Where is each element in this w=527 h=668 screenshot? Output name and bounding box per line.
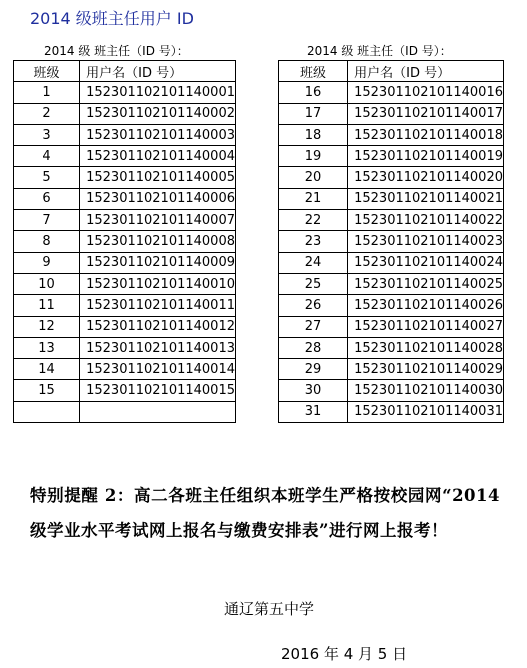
table-row: [279, 337, 504, 358]
user-id-cell: 152301102101140016: [348, 82, 504, 103]
class-number-cell: 6: [14, 188, 80, 209]
class-number-cell: 10: [14, 273, 80, 294]
user-id-cell: 152301102101140005: [80, 167, 236, 188]
table-row: [279, 295, 504, 316]
header-username: 用户名（ID 号）: [348, 61, 504, 82]
class-number-cell: 22: [279, 210, 348, 231]
class-number-cell: 21: [279, 188, 348, 209]
class-number-cell: 5: [14, 167, 80, 188]
class-number-cell: 11: [14, 295, 80, 316]
table-row: [279, 210, 504, 231]
class-number-cell: 29: [279, 359, 348, 380]
class-number-cell: 4: [14, 146, 80, 167]
user-id-cell: 152301102101140020: [348, 167, 504, 188]
header-class: 班级: [279, 61, 348, 82]
header-username: 用户名（ID 号）: [80, 61, 236, 82]
page-title: 2014 级班主任用户 ID: [30, 9, 194, 28]
class-number-cell: 2: [14, 103, 80, 124]
header-class: 班级: [14, 61, 80, 82]
user-id-cell: 152301102101140024: [348, 252, 504, 273]
user-id-cell: 152301102101140009: [80, 252, 236, 273]
right-id-table: [278, 60, 504, 423]
table-row: [14, 231, 236, 252]
class-number-cell: 18: [279, 124, 348, 145]
class-number-cell: 13: [14, 337, 80, 358]
table-row: [14, 337, 236, 358]
table-row: [14, 252, 236, 273]
table-row: [14, 359, 236, 380]
user-id-cell: 152301102101140001: [80, 82, 236, 103]
user-id-cell: 152301102101140007: [80, 210, 236, 231]
table-row: [279, 103, 504, 124]
user-id-cell: 152301102101140022: [348, 210, 504, 231]
user-id-cell: 152301102101140029: [348, 359, 504, 380]
user-id-cell: 152301102101140010: [80, 273, 236, 294]
table-row: [279, 380, 504, 401]
table-row: [14, 316, 236, 337]
document-date: 2016 年 4 月 5 日: [281, 645, 408, 663]
user-id-cell: 152301102101140002: [80, 103, 236, 124]
class-number-cell: 20: [279, 167, 348, 188]
user-id-cell: 152301102101140017: [348, 103, 504, 124]
user-id-cell: 152301102101140014: [80, 359, 236, 380]
table-row: [14, 188, 236, 209]
table-row: [279, 124, 504, 145]
special-reminder-notice: 特别提醒 2：高二各班主任组织本班学生严格按校园网“2014 级学业水平考试网上报名与缴费安排表”进行网上报考！: [30, 486, 500, 540]
user-id-cell: 152301102101140021: [348, 188, 504, 209]
table-row: [279, 167, 504, 188]
table-row: [14, 295, 236, 316]
user-id-cell: 152301102101140025: [348, 273, 504, 294]
class-number-cell: 12: [14, 316, 80, 337]
left-table-caption: 2014 级 班主任（ID 号）：: [44, 44, 189, 58]
table-row: [279, 252, 504, 273]
user-id-cell: 152301102101140008: [80, 231, 236, 252]
class-number-cell: 28: [279, 337, 348, 358]
table-row: [279, 231, 504, 252]
class-number-cell: 24: [279, 252, 348, 273]
user-id-cell: 152301102101140023: [348, 231, 504, 252]
user-id-cell: [80, 401, 236, 422]
table-header-row: [279, 61, 504, 82]
table-row: [14, 82, 236, 103]
table-row: [14, 167, 236, 188]
user-id-cell: 152301102101140031: [348, 401, 504, 422]
class-number-cell: 25: [279, 273, 348, 294]
table-row: [14, 124, 236, 145]
user-id-cell: 152301102101140026: [348, 295, 504, 316]
table-row: [14, 103, 236, 124]
user-id-cell: 152301102101140012: [80, 316, 236, 337]
table-row: [14, 210, 236, 231]
right-table-caption: 2014 级 班主任（ID 号）：: [307, 44, 452, 58]
table-row: [14, 273, 236, 294]
class-number-cell: 17: [279, 103, 348, 124]
user-id-cell: 152301102101140028: [348, 337, 504, 358]
table-row: [14, 380, 236, 401]
class-number-cell: 1: [14, 82, 80, 103]
class-number-cell: 15: [14, 380, 80, 401]
table-row: [14, 146, 236, 167]
class-number-cell: 19: [279, 146, 348, 167]
class-number-cell: 9: [14, 252, 80, 273]
table-row: [14, 401, 236, 422]
table-row: [279, 316, 504, 337]
user-id-cell: 152301102101140004: [80, 146, 236, 167]
user-id-cell: 152301102101140003: [80, 124, 236, 145]
user-id-cell: 152301102101140006: [80, 188, 236, 209]
user-id-cell: 152301102101140011: [80, 295, 236, 316]
class-number-cell: 14: [14, 359, 80, 380]
user-id-cell: 152301102101140018: [348, 124, 504, 145]
class-number-cell: 3: [14, 124, 80, 145]
class-number-cell: [14, 401, 80, 422]
user-id-cell: 152301102101140015: [80, 380, 236, 401]
table-row: [279, 401, 504, 422]
user-id-cell: 152301102101140019: [348, 146, 504, 167]
class-number-cell: 23: [279, 231, 348, 252]
school-name: 通辽第五中学: [224, 600, 315, 618]
user-id-cell: 152301102101140030: [348, 380, 504, 401]
class-number-cell: 7: [14, 210, 80, 231]
table-header-row: [14, 61, 236, 82]
class-number-cell: 8: [14, 231, 80, 252]
class-number-cell: 31: [279, 401, 348, 422]
table-row: [279, 273, 504, 294]
table-row: [279, 188, 504, 209]
user-id-cell: 152301102101140013: [80, 337, 236, 358]
class-number-cell: 30: [279, 380, 348, 401]
class-number-cell: 26: [279, 295, 348, 316]
table-row: [279, 146, 504, 167]
class-number-cell: 16: [279, 82, 348, 103]
class-number-cell: 27: [279, 316, 348, 337]
left-id-table: [13, 60, 236, 423]
table-row: [279, 82, 504, 103]
user-id-cell: 152301102101140027: [348, 316, 504, 337]
table-row: [279, 359, 504, 380]
